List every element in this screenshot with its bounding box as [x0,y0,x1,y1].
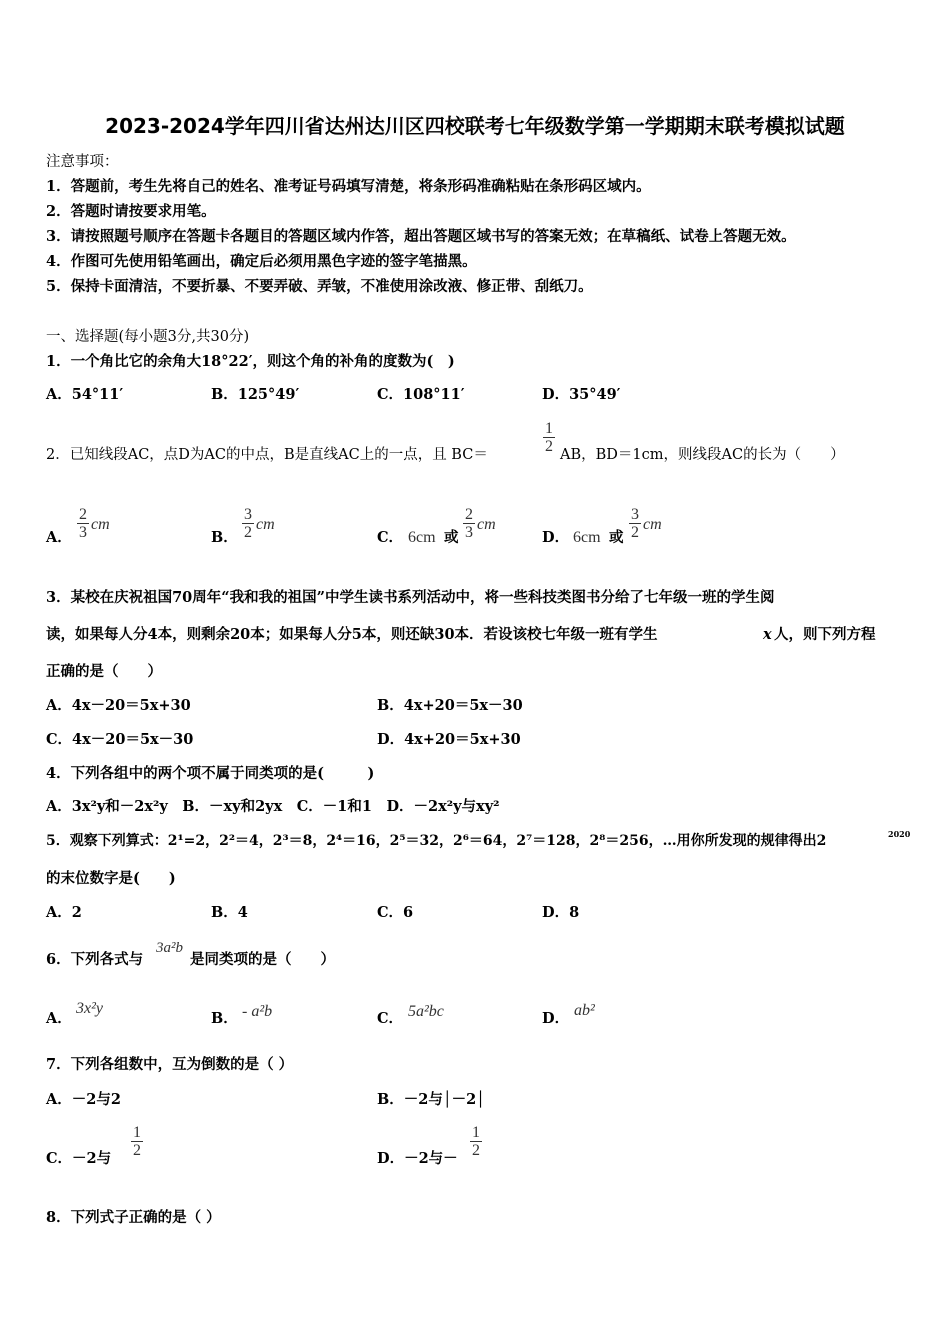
notice-heading: 注意事项： [46,154,119,170]
q7-option-c-label: C．－2与 [46,1150,112,1167]
q3-variable: x [763,626,772,643]
fraction-numerator: 3 [244,506,252,523]
fraction-denominator: 2 [244,524,252,541]
fraction-numerator: 3 [631,506,639,523]
q2-option-c-label: C． [377,529,404,546]
fraction-denominator: 3 [465,524,473,541]
q5-option-b: B．4 [211,904,248,921]
q2-option-b-fraction [242,506,254,541]
q3-option-b: B．4x+20＝5x－30 [377,697,523,714]
q6-option-c-label: C． [377,1010,404,1027]
q7-option-d-fraction [470,1124,482,1159]
notice-item-3: 3．请按照题号顺序在答题卡各题目的答题区域内作答，超出答题区域书写的答案无效；在草稿纸、试卷上答题无效。 [46,228,796,245]
q7-stem: 7．下列各组数中，互为倒数的是（ ） [46,1056,294,1073]
q2-option-a-label: A． [46,529,72,546]
fraction-denominator: 2 [545,438,553,455]
q6-option-a-expr: 3x²y [76,1000,103,1017]
fraction-numerator: 2 [465,506,473,523]
q3-option-d: D．4x+20＝5x+30 [377,731,521,748]
q4-options: A．3x²y和－2x²y B．－xy和2yx C．－1和1 D．－2x²y与xy² [46,798,500,815]
q6-option-b-label: B． [211,1010,238,1027]
q2-option-a-fraction [77,506,89,541]
q1-stem: 1．一个角比它的余角大18°22′，则这个角的补角的度数为( ) [46,353,455,370]
q6-option-d-expr: ab² [574,1002,595,1019]
q2-stem-part1: 2．已知线段AC，点D为AC的中点，B是直线AC上的一点，且 BC＝ [46,447,488,463]
q2-option-d-value: 6cm [573,529,601,546]
q6-option-b-expr: - a²b [242,1003,273,1020]
q5-option-c: C．6 [377,904,414,921]
q1-option-b: B．125°49′ [211,386,300,403]
q7-option-c-fraction [131,1124,143,1159]
q2-option-c-unit: cm [477,516,496,533]
q8-stem: 8．下列式子正确的是（ ） [46,1209,221,1226]
q2-option-d-unit: cm [643,516,662,533]
q5-stem-line1: 5．观察下列算式：2¹=2，2²＝4，2³＝8，2⁴＝16，2⁵＝32，2⁶＝64，2⁷＝128，2⁸＝256，…用你所发现的规律得出2 [46,833,827,849]
q2-option-b-unit: cm [256,516,275,533]
q3-stem-line1: 3．某校在庆祝祖国70周年“我和我的祖国”中学生读书系列活动中，将一些科技类图书分给了七年级一班的学生阅 [46,589,775,606]
q3-stem-line3: 正确的是（ ） [46,663,162,680]
q3-option-c: C．4x－20＝5x－30 [46,731,194,748]
section-heading: 一、选择题(每小题3分,共30分) [46,329,250,345]
q2-option-d-or: 或 [609,529,624,546]
q6-option-a-label: A． [46,1010,72,1027]
q6-expression: 3a²b [156,940,183,956]
fraction-denominator: 2 [133,1142,141,1159]
q2-option-c-value: 6cm [408,529,436,546]
q3-stem-line2-part1: 读，如果每人分4本，则剩余20本；如果每人分5本，则还缺30本．若设该校七年级一班有学生 [46,626,658,643]
fraction-numerator: 1 [133,1124,141,1141]
q5-option-d: D．8 [542,904,580,921]
fraction-denominator: 2 [472,1142,480,1159]
q1-option-d: D．35°49′ [542,386,621,403]
page-title: 2023-2024学年四川省达州达川区四校联考七年级数学第一学期期末联考模拟试题 [105,114,845,138]
q2-option-d-fraction [629,506,641,541]
q2-half-fraction [543,420,555,455]
q5-stem-line2: 的末位数字是( ) [46,870,176,887]
notice-item-1: 1．答题前，考生先将自己的姓名、准考证号码填写清楚，将条形码准确粘贴在条形码区域内。 [46,178,651,195]
q2-option-c-fraction [463,506,475,541]
q6-stem-part2: 是同类项的是（ ） [190,951,335,968]
q2-option-c-or: 或 [444,529,459,546]
q2-option-b-label: B． [211,529,238,546]
q2-stem-part2: AB，BD＝1cm，则线段AC的长为（ ） [560,447,845,463]
notice-item-2: 2．答题时请按要求用笔。 [46,203,216,220]
q7-option-a: A．－2与2 [46,1091,121,1108]
q5-option-a: A．2 [46,904,82,921]
notice-item-4: 4．作图可先使用铅笔画出，确定后必须用黑色字迹的签字笔描黑。 [46,253,477,270]
q4-stem: 4．下列各组中的两个项不属于同类项的是( ) [46,765,375,782]
fraction-numerator: 1 [472,1124,480,1141]
q6-option-d-label: D． [542,1010,570,1027]
notice-item-5: 5．保持卡面清洁，不要折暴、不要弄破、弄皱，不准使用涂改液、修正带、刮纸刀。 [46,278,593,295]
q2-option-a-unit: cm [91,516,110,533]
fraction-denominator: 3 [79,524,87,541]
q7-option-d-label: D．－2与－ [377,1150,458,1167]
q3-option-a: A．4x－20＝5x+30 [46,697,191,714]
fraction-numerator: 1 [545,420,553,437]
q1-option-c: C．108°11′ [377,386,465,403]
q3-stem-line2-part2: 人，则下列方程 [774,626,876,643]
q2-option-d-label: D． [542,529,570,546]
q6-option-c-expr: 5a²bc [408,1003,444,1020]
q5-exponent: 2020 [888,829,911,839]
q1-option-a: A．54°11′ [46,386,124,403]
q7-option-b: B．－2与│－2│ [377,1091,485,1108]
fraction-numerator: 2 [79,506,87,523]
fraction-denominator: 2 [631,524,639,541]
q6-stem-part1: 6．下列各式与 [46,951,144,968]
